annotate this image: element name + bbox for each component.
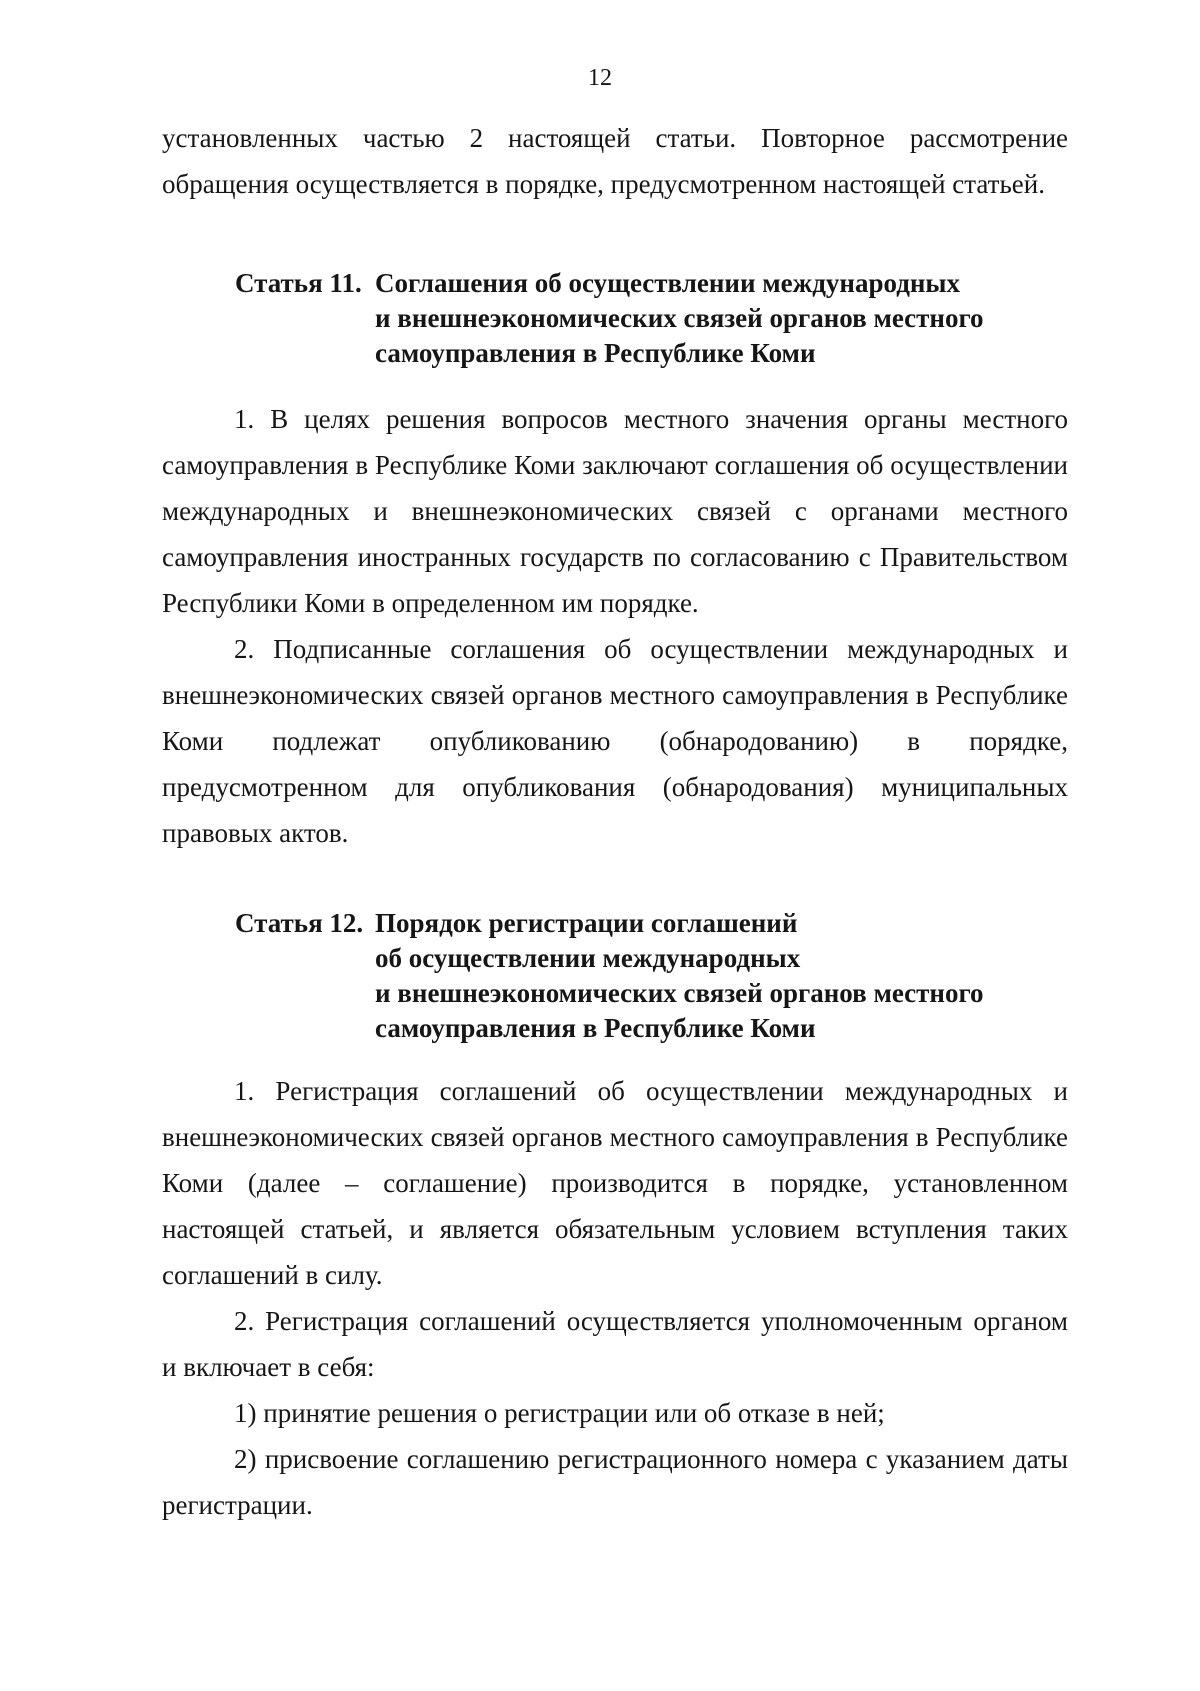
- article-12-paragraph-1: 1. Регистрация соглашений об осуществлении международных и внешнеэкономических связей органов местного самоуправления в Республике Коми (далее – соглашение) производится в порядке, установленном настоящей статьей, и является обязательным условием вступления таких соглашений в силу.: [162, 1076, 1068, 1290]
- page-number: 12: [588, 65, 612, 91]
- article-11-paragraph-1: 1. В целях решения вопросов местного значения органы местного самоуправления в Республике Коми заключают соглашения об осуществлении международных и внешнеэкономических связей с органами местного самоуправления иностранных государств по согласованию с Правительством Республики Коми в определенном им порядке.: [162, 404, 1068, 618]
- article-11-title-line: и внешнеэкономических связей органов местного: [375, 303, 984, 333]
- article-11-title-line: самоуправления в Республике Коми: [375, 338, 816, 368]
- article-11-heading: [235, 266, 1068, 371]
- article-12-body: [162, 1068, 1068, 1528]
- article-12-list-item-1: 1) принятие решения о регистрации или об отказе в ней;: [234, 1398, 885, 1428]
- article-12-heading: [235, 906, 1068, 1046]
- article-12-title-line: об осуществлении международных: [375, 943, 801, 973]
- article-12-title: [375, 906, 1068, 1046]
- article-11-label: Статья 11.: [235, 268, 362, 298]
- article-12-title-line: самоуправления в Республике Коми: [375, 1013, 816, 1043]
- article-11-paragraph-2: 2. Подписанные соглашения об осуществлении международных и внешнеэкономических связей органов местного самоуправления в Республике Коми подлежат опубликованию (обнародованию) в порядке, предусмотренном для опубликования (обнародования) муниципальных правовых актов.: [162, 634, 1068, 848]
- continuation-paragraph: установленных частью 2 настоящей статьи. Повторное рассмотрение обращения осуществляется в порядке, предусмотренном настоящей статьей.: [162, 123, 1068, 199]
- continuation-text-block: [162, 115, 1068, 207]
- article-12-list-item-2: 2) присвоение соглашению регистрационного номера с указанием даты регистрации.: [162, 1444, 1068, 1520]
- article-12-title-line: и внешнеэкономических связей органов местного: [375, 978, 984, 1008]
- article-11-title: [375, 266, 1068, 371]
- article-11-title-line: Соглашения об осуществлении международных: [375, 268, 960, 298]
- article-11-body: [162, 396, 1068, 856]
- article-12-title-line: Порядок регистрации соглашений: [375, 908, 798, 938]
- article-12-label: Статья 12.: [235, 908, 364, 938]
- article-12-paragraph-2: 2. Регистрация соглашений осуществляется уполномоченным органом и включает в себя:: [162, 1306, 1068, 1382]
